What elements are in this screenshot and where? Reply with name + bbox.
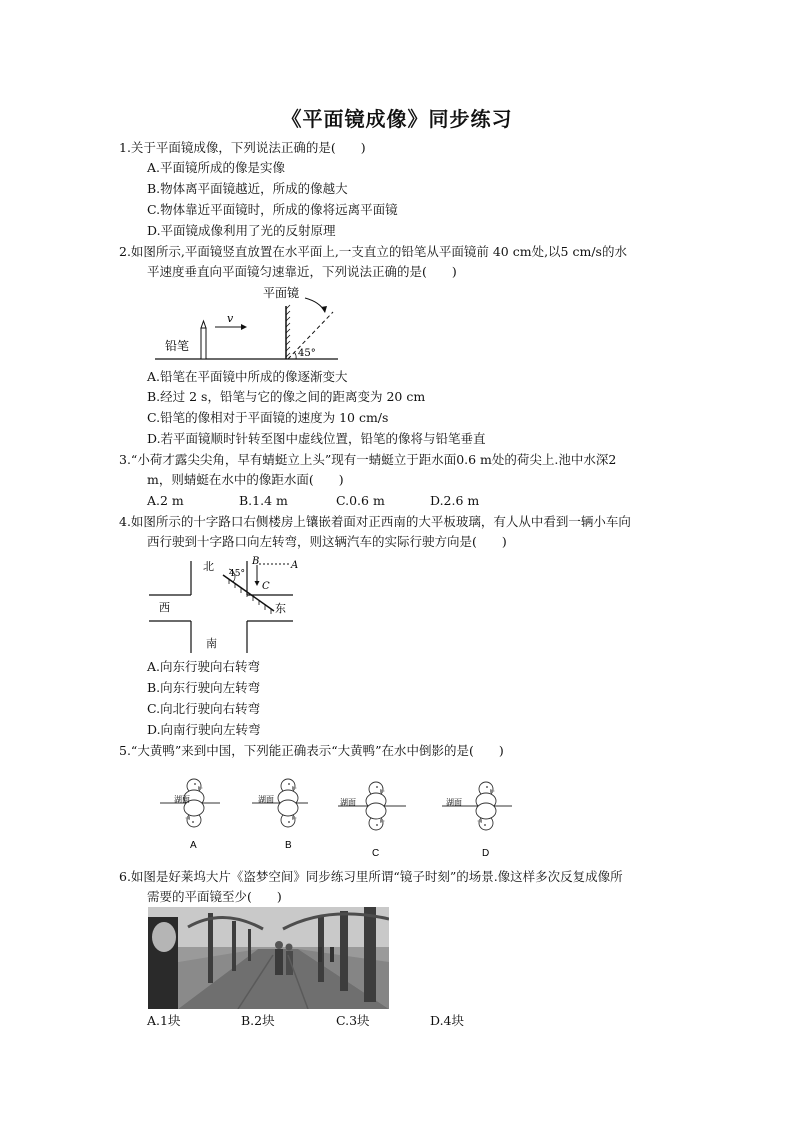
duck-option-c xyxy=(338,782,406,858)
q5-label-c: C xyxy=(372,848,380,858)
q6-movie-scene-photo xyxy=(148,907,389,1009)
q2-stem-line1: 2.如图所示,平面镜竖直放置在水平面上,一支直立的铅笔从平面镜前 40 cm处,以5 cm/s的水 xyxy=(119,244,627,259)
q4-option-a: A.向东行驶向右转弯 xyxy=(147,659,261,674)
q5-surface-c: 湖面 xyxy=(340,798,356,807)
q4-south: 南 xyxy=(206,637,217,650)
q3-option-c: C.0.6 m xyxy=(336,493,385,508)
q3-option-d: D.2.6 m xyxy=(430,493,480,508)
q6-stem-line1: 6.如图是好莱坞大片《盗梦空间》同步练习里所谓“镜子时刻”的场景.像这样多次反复成像所 xyxy=(119,869,623,884)
bc-arrowhead xyxy=(255,581,260,586)
q4-stem-line2: 西行驶到十字路口向左转弯，则这辆汽车的实际行驶方向是( ) xyxy=(147,534,507,549)
q4-east: 东 xyxy=(275,602,286,615)
q6-stem-line2: 需要的平面镜至少( ) xyxy=(147,889,282,904)
duck-option-a xyxy=(160,779,220,851)
q5-stem: 5.“大黄鸭”来到中国，下列能正确表示“大黄鸭”在水中倒影的是( ) xyxy=(119,743,504,758)
q1-stem: 1.关于平面镜成像，下列说法正确的是( ) xyxy=(119,140,366,155)
q5-label-a: A xyxy=(190,840,197,851)
q6-option-c: C.3块 xyxy=(336,1013,370,1028)
q1-option-c: C.物体靠近平面镜时，所成的像将远离平面镜 xyxy=(147,202,398,217)
q4-angle-label: 45° xyxy=(229,569,245,579)
q5-duck-figure xyxy=(160,770,530,858)
q1-option-d: D.平面镜成像利用了光的反射原理 xyxy=(147,223,336,238)
q4-option-d: D.向南行驶向左转弯 xyxy=(147,722,261,737)
q6-option-b: B.2块 xyxy=(241,1013,275,1028)
q2-velocity-label: v xyxy=(227,312,234,325)
duck-option-d xyxy=(442,782,512,858)
pencil-tip xyxy=(201,321,206,328)
pencil-body xyxy=(201,328,206,359)
q4-option-c: C.向北行驶向右转弯 xyxy=(147,701,261,716)
q2-pencil-label: 铅笔 xyxy=(165,339,190,353)
q3-stem-line2: m，则蜻蜓在水中的像距水面( ) xyxy=(147,472,344,487)
q3-stem-line1: 3.“小荷才露尖尖角，早有蜻蜓立上头”现有一蜻蜓立于距水面0.6 m处的荷尖上.池中水深2 xyxy=(119,452,617,467)
q5-surface-a: 湖面 xyxy=(174,795,190,804)
rotate-arrowhead xyxy=(321,306,327,313)
q2-angle-label: 45° xyxy=(298,348,316,359)
rotate-arrow xyxy=(305,298,325,312)
q2-option-c: C.铅笔的像相对于平面镜的速度为 10 cm/s xyxy=(147,410,389,425)
q1-option-b: B.物体离平面镜越近，所成的像越大 xyxy=(147,181,348,196)
duck-option-b xyxy=(252,779,308,851)
velocity-arrowhead xyxy=(241,324,247,330)
q5-label-b: B xyxy=(285,840,292,851)
q4-stem-line1: 4.如图所示的十字路口右侧楼房上镶嵌着面对正西南的大平板玻璃，有人从中看到一辆小车向 xyxy=(119,514,631,529)
q2-option-d: D.若平面镜顺时针转至图中虚线位置，铅笔的像将与铅笔垂直 xyxy=(147,431,486,446)
q2-stem-line2: 平速度垂直向平面镜匀速靠近，下列说法正确的是( ) xyxy=(147,264,457,279)
q3-option-a: A.2 m xyxy=(147,493,184,508)
q5-label-d: D xyxy=(482,848,490,858)
q2-option-a: A.铅笔在平面镜中所成的像逐渐变大 xyxy=(147,369,348,384)
q5-surface-d: 湖面 xyxy=(446,798,462,807)
q4-option-b: B.向东行驶向左转弯 xyxy=(147,680,261,695)
q6-option-a: A.1块 xyxy=(147,1013,181,1028)
q1-option-a: A.平面镜所成的像是实像 xyxy=(147,160,286,175)
q4-point-b: B xyxy=(252,556,260,567)
q4-point-c: C xyxy=(262,581,270,592)
q4-north: 北 xyxy=(203,560,214,573)
q5-surface-b: 湖面 xyxy=(258,795,274,804)
q3-option-b: B.1.4 m xyxy=(239,493,288,508)
q2-option-b: B.经过 2 s，铅笔与它的像之间的距离变为 20 cm xyxy=(147,389,426,404)
q4-crossroad-figure xyxy=(145,554,305,656)
q2-mirror-figure xyxy=(155,282,355,364)
q4-point-a: A xyxy=(291,560,299,571)
page-title: 《平面镜成像》同步练习 xyxy=(281,107,513,131)
q4-west: 西 xyxy=(159,601,170,614)
q6-option-d: D.4块 xyxy=(430,1013,465,1028)
road-edges xyxy=(149,561,293,653)
q2-mirror-label: 平面镜 xyxy=(263,286,300,300)
